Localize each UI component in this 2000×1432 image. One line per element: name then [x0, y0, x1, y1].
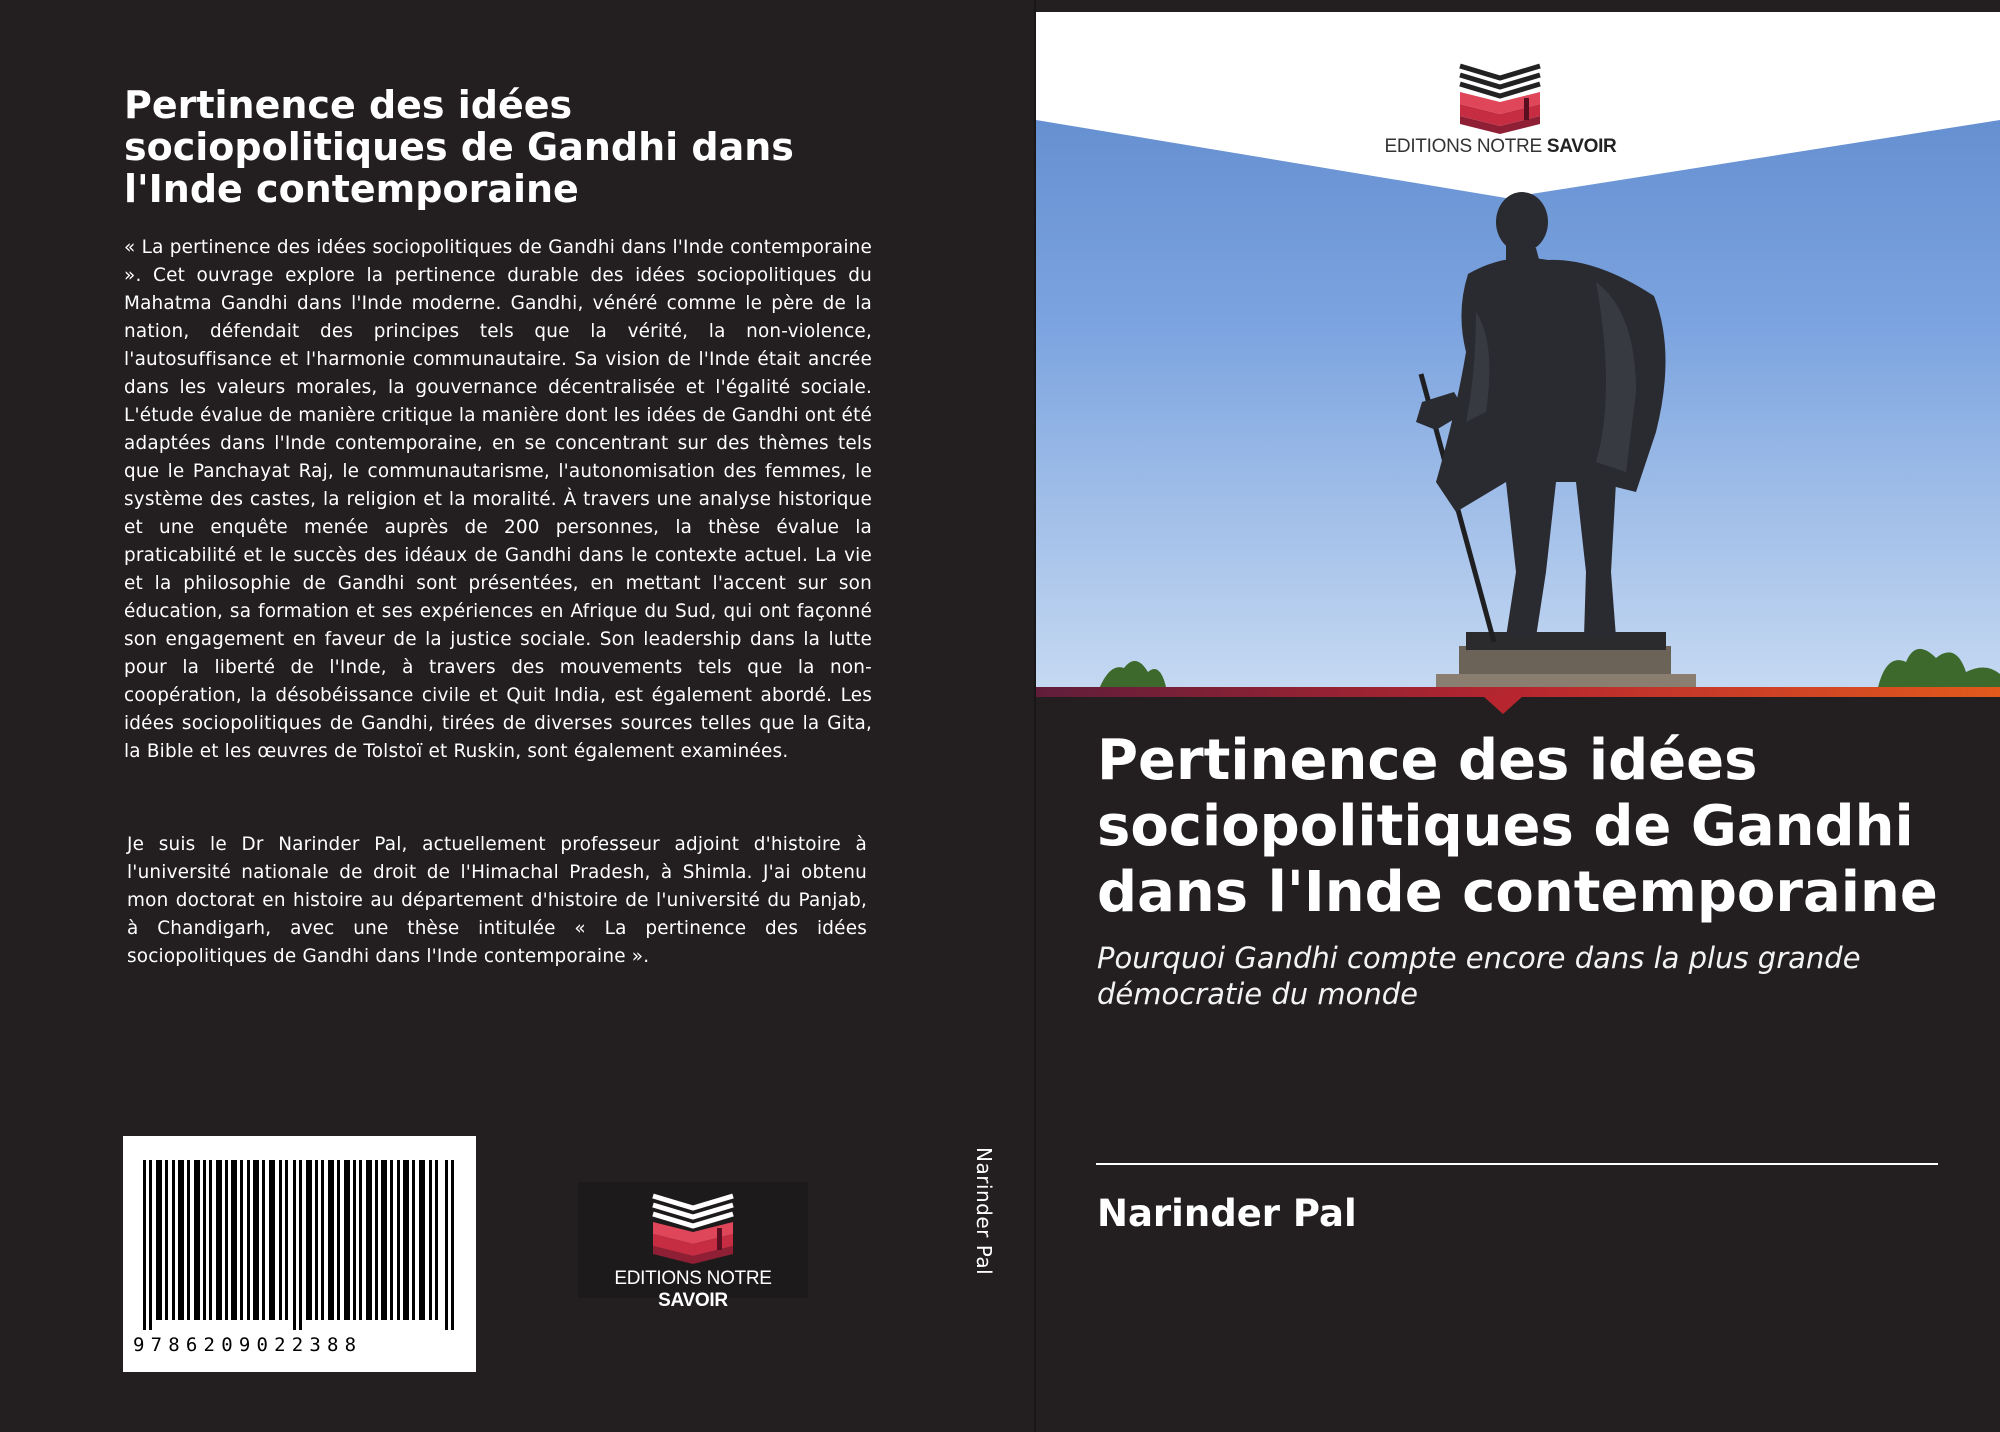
- author-bio: Je suis le Dr Narinder Pal, actuellement professeur adjoint d'histoire à l'université nationale de droit de l'Himachal Pradesh, à Shimla. J'ai obtenu mon doctorat en histoire au département d'histoire de l'université du Panjab, à Chandigarh, avec une thèse intitulée « La pertinence des idées sociopolitiques de Gandhi dans l'Inde contemporaine ».: [127, 834, 867, 967]
- books-logo-icon: [1454, 58, 1546, 136]
- back-cover-title: Pertinence des idées sociopolitiques de Gandhi dans l'Inde contemporaine: [124, 83, 794, 211]
- barcode-bars: [143, 1160, 456, 1330]
- front-publisher-name: EDITIONS NOTRE SAVOIR: [1384, 136, 1617, 157]
- books-logo-icon: [647, 1188, 739, 1266]
- front-cover-subtitle: Pourquoi Gandhi compte encore dans la plus grande démocratie du monde: [1097, 941, 1861, 1011]
- back-cover-description: « La pertinence des idées sociopolitiques de Gandhi dans l'Inde contemporaine ». Cet ouvrage explore la pertinence durable des idées sociopolitiques du Mahatma Gandhi dans l'Inde moderne. Gandhi, vénéré comme le père de la nation, défendait des principes tels que la vérité, la non-violence, l'autosuffisance et l'harmonie communautaire. Sa vision de l'Inde était ancrée dans les valeurs morales, la gouvernance décentralisée et l'égalité sociale. L'étude évalue de manière critique la manière dont les idées de Gandhi ont été adaptées dans l'Inde contemporaine, en se concentrant sur des thèmes tels que le Panchayat Raj, le communautarisme, l'autonomisation des femmes, le système des castes, la religion et la moralité. À travers une analyse historique et une enquête menée auprès de 200 personnes, la thèse évalue la praticabilité et le succès des idéaux de Gandhi dans le contexte actuel. La vie et la philosophie de Gandhi sont présentées, en mettant l'accent sur son éducation, sa formation et ses expériences en Afrique du Sud, qui ont façonné son engagement en faveur de la justice sociale. Son leadership dans la lutte pour la liberté de l'Inde, à travers des mouvements tels que la non-coopération, la désobéissance civile et Quit India, est également abordé. Les idées sociopolitiques de Gandhi, tirées de diverses sources telles que la Gita, la Bible et les œuvres de Tolstoï et Ruskin, sont également examinées.: [124, 237, 872, 762]
- back-publisher-name: EDITIONS NOTRE SAVOIR: [614, 1268, 772, 1311]
- back-publisher-logo: [578, 1182, 808, 1311]
- front-cover-title: Pertinence des idées sociopolitiques de Gandhi dans l'Inde contemporaine: [1097, 728, 1938, 925]
- spine-author: Narinder Pal: [972, 1147, 996, 1276]
- front-cover-author: Narinder Pal: [1097, 1192, 1357, 1235]
- stripe-pointer: [1483, 696, 1523, 714]
- divider: [1096, 1163, 1938, 1165]
- isbn-digits: 9786209022388: [133, 1334, 363, 1356]
- isbn-barcode: [123, 1136, 476, 1372]
